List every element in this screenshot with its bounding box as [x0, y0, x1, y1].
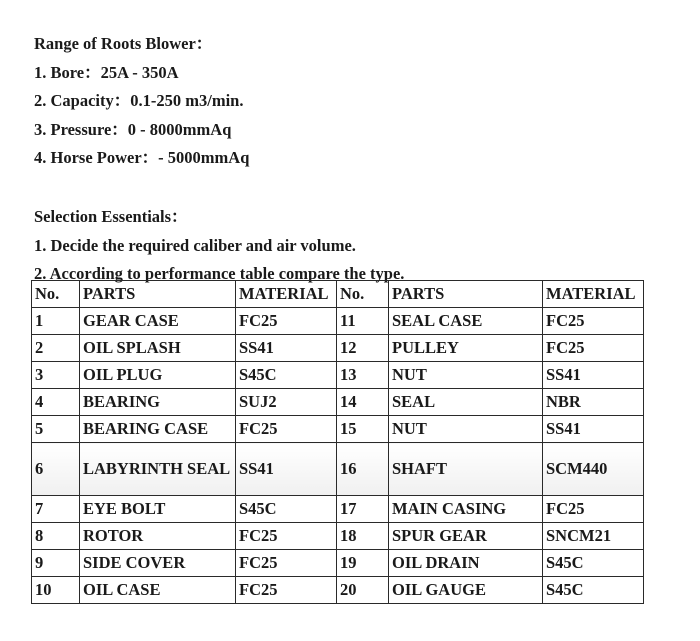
cell-material: FC25 [543, 308, 644, 335]
table-row [32, 577, 644, 604]
cell-part: BEARING CASE [80, 416, 236, 443]
cell-no: 19 [337, 550, 389, 577]
table-row [32, 443, 644, 496]
cell-material: SNCM21 [543, 523, 644, 550]
table-row [32, 308, 644, 335]
cell-part: OIL PLUG [80, 362, 236, 389]
table-row [32, 362, 644, 389]
cell-part: NUT [389, 362, 543, 389]
cell-no: 8 [32, 523, 80, 550]
table-header-row [32, 281, 644, 308]
cell-no: 10 [32, 577, 80, 604]
cell-part: SEAL [389, 389, 543, 416]
header-no: No. [337, 281, 389, 308]
selection-section [34, 203, 404, 289]
cell-part: OIL GAUGE [389, 577, 543, 604]
cell-material: FC25 [236, 577, 337, 604]
cell-no: 18 [337, 523, 389, 550]
selection-title: Selection Essentials： [34, 207, 188, 226]
selection-item-caliber: 1. Decide the required caliber and air volume. [34, 235, 356, 255]
header-material: MATERIAL [543, 281, 644, 308]
cell-part: OIL DRAIN [389, 550, 543, 577]
cell-part: LABYRINTH SEAL [80, 443, 236, 496]
cell-material: FC25 [236, 550, 337, 577]
range-item-pressure: 3. Pressure：0 - 8000mmAq [34, 119, 232, 139]
cell-material: SCM440 [543, 443, 644, 496]
cell-part: EYE BOLT [80, 496, 236, 523]
header-parts: PARTS [80, 281, 236, 308]
cell-material: S45C [543, 577, 644, 604]
cell-no: 20 [337, 577, 389, 604]
header-parts: PARTS [389, 281, 543, 308]
cell-material: FC25 [543, 335, 644, 362]
header-no: No. [32, 281, 80, 308]
cell-material: NBR [543, 389, 644, 416]
selection-item-performance: 2. According to performance table compare the type. [34, 264, 405, 283]
cell-part: SEAL CASE [389, 308, 543, 335]
cell-no: 3 [32, 362, 80, 389]
cell-part: BEARING [80, 389, 236, 416]
range-item-horse-power: 4. Horse Power：- 5000mmAq [34, 148, 250, 167]
cell-material: SS41 [236, 335, 337, 362]
cell-material: SUJ2 [236, 389, 337, 416]
range-section [34, 30, 249, 173]
cell-no: 17 [337, 496, 389, 523]
cell-material: FC25 [236, 308, 337, 335]
cell-no: 11 [337, 308, 389, 335]
cell-no: 4 [32, 389, 80, 416]
cell-part: SHAFT [389, 443, 543, 496]
cell-no: 12 [337, 335, 389, 362]
cell-part: PULLEY [389, 335, 543, 362]
cell-material: SS41 [543, 416, 644, 443]
cell-material: S45C [236, 496, 337, 523]
cell-no: 15 [337, 416, 389, 443]
cell-no: 5 [32, 416, 80, 443]
cell-part: SIDE COVER [80, 550, 236, 577]
cell-part: OIL SPLASH [80, 335, 236, 362]
cell-material: FC25 [236, 416, 337, 443]
header-material: MATERIAL [236, 281, 337, 308]
cell-material: S45C [236, 362, 337, 389]
cell-part: OIL CASE [80, 577, 236, 604]
cell-part: NUT [389, 416, 543, 443]
table-row [32, 496, 644, 523]
cell-no: 16 [337, 443, 389, 496]
range-item-bore: 1. Bore：25A - 350A [34, 62, 179, 82]
cell-material: SS41 [543, 362, 644, 389]
cell-no: 7 [32, 496, 80, 523]
table-row [32, 523, 644, 550]
cell-no: 14 [337, 389, 389, 416]
range-item-capacity: 2. Capacity：0.1-250 m3/min. [34, 91, 244, 110]
cell-no: 13 [337, 362, 389, 389]
cell-part: SPUR GEAR [389, 523, 543, 550]
cell-material: S45C [543, 550, 644, 577]
parts-table [31, 280, 644, 604]
range-title: Range of Roots Blower： [34, 34, 213, 53]
table-row [32, 389, 644, 416]
table-row [32, 335, 644, 362]
cell-material: FC25 [236, 523, 337, 550]
cell-part: MAIN CASING [389, 496, 543, 523]
table-row [32, 416, 644, 443]
cell-no: 2 [32, 335, 80, 362]
cell-part: ROTOR [80, 523, 236, 550]
cell-no: 6 [32, 443, 80, 496]
cell-material: FC25 [543, 496, 644, 523]
cell-material: SS41 [236, 443, 337, 496]
cell-no: 1 [32, 308, 80, 335]
cell-part: GEAR CASE [80, 308, 236, 335]
cell-no: 9 [32, 550, 80, 577]
table-row [32, 550, 644, 577]
